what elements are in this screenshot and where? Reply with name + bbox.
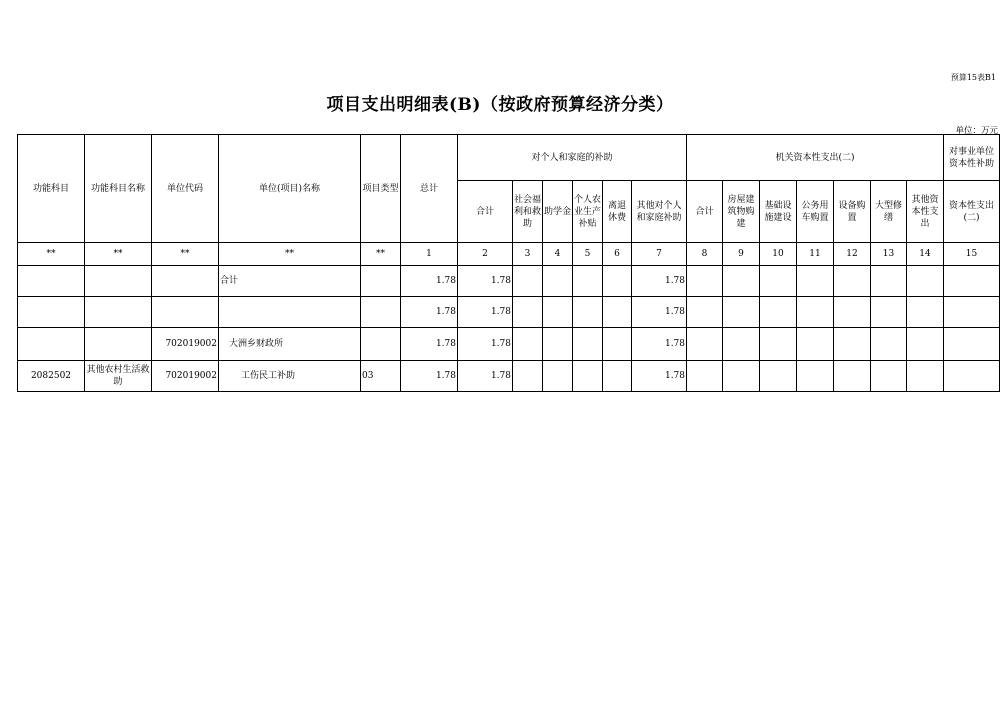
header-agri-subsidy: 个人农业生产补贴 xyxy=(573,181,603,243)
cell-other-personal: 1.78 xyxy=(632,266,687,297)
header-repair: 大型修缮 xyxy=(871,181,907,243)
cell-name: 大洲乡财政所 xyxy=(219,328,361,361)
header-capital-exp2: 资本性支出(二) xyxy=(944,181,1000,243)
header-infra: 基础设施建设 xyxy=(760,181,797,243)
header-equipment: 设备购置 xyxy=(834,181,871,243)
cell-subtotal: 1.78 xyxy=(458,361,513,392)
cell-func-code xyxy=(18,328,85,361)
index-row xyxy=(18,243,1000,266)
page-title: 项目支出明细表(B)（按政府预算经济分类） xyxy=(326,95,674,115)
header-other-capital: 其他资本性支出 xyxy=(907,181,944,243)
cell-type xyxy=(361,328,401,361)
index-cell: ** xyxy=(361,243,401,266)
header-subtotal-capital: 合计 xyxy=(687,181,723,243)
cell-total: 1.78 xyxy=(401,266,458,297)
cell-subtotal: 1.78 xyxy=(458,297,513,328)
cell-func-code: 2082502 xyxy=(18,361,85,392)
header-func-subject: 功能科目 xyxy=(18,135,85,243)
header-func-subject-name: 功能科目名称 xyxy=(85,135,152,243)
cell-unit-code: 702019002 xyxy=(152,361,219,392)
header-total: 总计 xyxy=(401,135,458,243)
cell-total: 1.78 xyxy=(401,328,458,361)
cell-func-name xyxy=(85,297,152,328)
cell-type xyxy=(361,297,401,328)
header-vehicle: 公务用车购置 xyxy=(797,181,834,243)
index-cell: 9 xyxy=(723,243,760,266)
cell-subtotal: 1.78 xyxy=(458,328,513,361)
index-cell: 2 xyxy=(458,243,513,266)
header-group-enterprise: 对事业单位资本性补助 xyxy=(944,135,1000,181)
index-cell: 10 xyxy=(760,243,797,266)
index-cell: ** xyxy=(219,243,361,266)
cell-name: 工伤民工补助 xyxy=(219,361,361,392)
index-cell: 11 xyxy=(797,243,834,266)
index-cell: ** xyxy=(85,243,152,266)
cell-type xyxy=(361,266,401,297)
cell-subtotal: 1.78 xyxy=(458,266,513,297)
index-cell: 7 xyxy=(632,243,687,266)
cell-func-code xyxy=(18,266,85,297)
cell-unit-code xyxy=(152,297,219,328)
header-unit-code: 单位代码 xyxy=(152,135,219,243)
cell-func-name xyxy=(85,328,152,361)
index-cell: ** xyxy=(152,243,219,266)
cell-other-personal: 1.78 xyxy=(632,361,687,392)
table-row xyxy=(18,361,1000,392)
index-cell: 5 xyxy=(573,243,603,266)
header-social-welfare: 社会福利和救助 xyxy=(513,181,543,243)
cell-other-personal: 1.78 xyxy=(632,328,687,361)
index-cell: 4 xyxy=(543,243,573,266)
header-retirement: 离退休费 xyxy=(603,181,632,243)
cell-name xyxy=(219,297,361,328)
index-cell: 15 xyxy=(944,243,1000,266)
header-subtotal-personal: 合计 xyxy=(458,181,513,243)
cell-unit-code: 702019002 xyxy=(152,328,219,361)
header-group-personal: 对个人和家庭的补助 xyxy=(458,135,687,181)
table-row xyxy=(18,297,1000,328)
unit-label: 单位：万元 xyxy=(955,126,998,136)
index-cell: 8 xyxy=(687,243,723,266)
index-cell: 13 xyxy=(871,243,907,266)
cell-total: 1.78 xyxy=(401,361,458,392)
cell-func-code xyxy=(18,297,85,328)
index-cell: 1 xyxy=(401,243,458,266)
header-building: 房屋建筑物购建 xyxy=(723,181,760,243)
header-scholarship: 助学金 xyxy=(543,181,573,243)
cell-func-name xyxy=(85,266,152,297)
expenditure-table xyxy=(17,134,1000,392)
cell-other-personal: 1.78 xyxy=(632,297,687,328)
form-code: 预算15表B1 xyxy=(950,73,996,82)
header-other-personal: 其他对个人和家庭补助 xyxy=(632,181,687,243)
header-unit-name: 单位(项目)名称 xyxy=(219,135,361,243)
index-cell: 12 xyxy=(834,243,871,266)
cell-name: 合计 xyxy=(219,266,361,297)
cell-func-name: 其他农村生活救助 xyxy=(85,361,152,392)
cell-type: 03 xyxy=(361,361,401,392)
table-row xyxy=(18,266,1000,297)
index-cell: 6 xyxy=(603,243,632,266)
index-cell: ** xyxy=(18,243,85,266)
cell-total: 1.78 xyxy=(401,297,458,328)
header-project-type: 项目类型 xyxy=(361,135,401,243)
index-cell: 14 xyxy=(907,243,944,266)
table-row xyxy=(18,328,1000,361)
cell-unit-code xyxy=(152,266,219,297)
header-group-capital: 机关资本性支出(二) xyxy=(687,135,944,181)
index-cell: 3 xyxy=(513,243,543,266)
header-row-1 xyxy=(18,135,1000,181)
